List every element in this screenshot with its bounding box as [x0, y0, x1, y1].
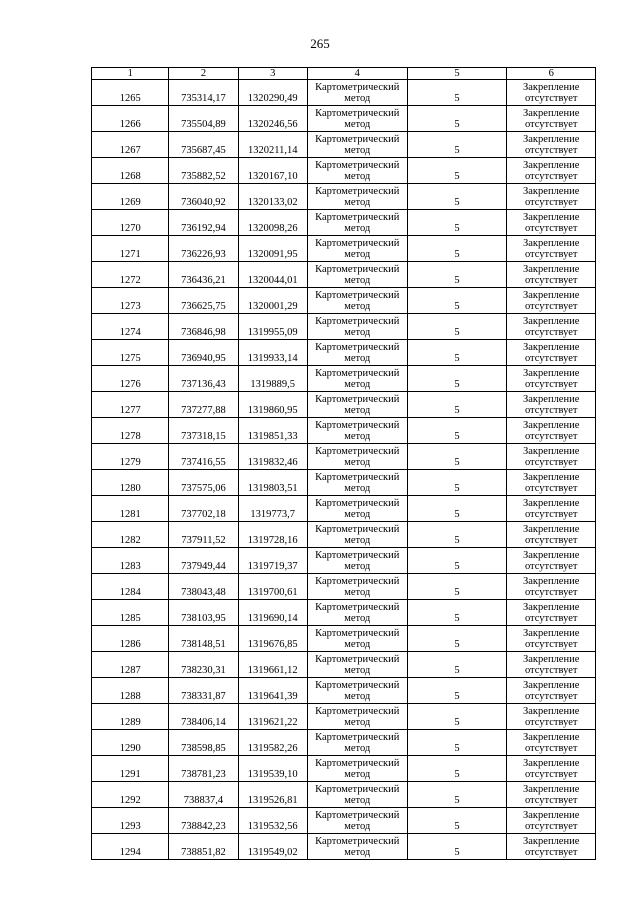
point-number-cell: 1284 [92, 574, 169, 600]
accuracy-cell: 5 [407, 626, 507, 652]
marking-cell: Закрепление отсутствует [507, 236, 596, 262]
y-coordinate-cell: 1319851,33 [238, 418, 307, 444]
point-number-cell: 1286 [92, 626, 169, 652]
y-coordinate-cell: 1319532,56 [238, 808, 307, 834]
method-cell: Картометрический метод [307, 730, 407, 756]
table-row [92, 288, 596, 314]
accuracy-cell: 5 [407, 314, 507, 340]
point-number-cell: 1285 [92, 600, 169, 626]
table-row [92, 548, 596, 574]
table-row [92, 730, 596, 756]
y-coordinate-cell: 1319933,14 [238, 340, 307, 366]
x-coordinate-cell: 736040,92 [169, 184, 238, 210]
x-coordinate-cell: 736192,94 [169, 210, 238, 236]
table-body [92, 80, 596, 860]
point-number-cell: 1276 [92, 366, 169, 392]
y-coordinate-cell: 1319832,46 [238, 444, 307, 470]
x-coordinate-cell: 736940,95 [169, 340, 238, 366]
accuracy-cell: 5 [407, 704, 507, 730]
x-coordinate-cell: 738406,14 [169, 704, 238, 730]
marking-cell: Закрепление отсутствует [507, 132, 596, 158]
accuracy-cell: 5 [407, 496, 507, 522]
x-coordinate-cell: 736436,21 [169, 262, 238, 288]
table-row [92, 418, 596, 444]
page-number: 265 [310, 36, 330, 51]
accuracy-cell: 5 [407, 340, 507, 366]
y-coordinate-cell: 1319526,81 [238, 782, 307, 808]
x-coordinate-cell: 737416,55 [169, 444, 238, 470]
y-coordinate-cell: 1319773,7 [238, 496, 307, 522]
method-cell: Картометрический метод [307, 496, 407, 522]
marking-cell: Закрепление отсутствует [507, 80, 596, 106]
marking-cell: Закрепление отсутствует [507, 834, 596, 860]
point-number-cell: 1278 [92, 418, 169, 444]
accuracy-cell: 5 [407, 132, 507, 158]
marking-cell: Закрепление отсутствует [507, 288, 596, 314]
accuracy-cell: 5 [407, 678, 507, 704]
method-cell: Картометрический метод [307, 652, 407, 678]
y-coordinate-cell: 1319549,02 [238, 834, 307, 860]
x-coordinate-cell: 737575,06 [169, 470, 238, 496]
method-cell: Картометрический метод [307, 314, 407, 340]
table-row [92, 444, 596, 470]
method-cell: Картометрический метод [307, 340, 407, 366]
method-cell: Картометрический метод [307, 626, 407, 652]
marking-cell: Закрепление отсутствует [507, 392, 596, 418]
y-coordinate-cell: 1319889,5 [238, 366, 307, 392]
method-cell: Картометрический метод [307, 834, 407, 860]
point-number-cell: 1279 [92, 444, 169, 470]
marking-cell: Закрепление отсутствует [507, 262, 596, 288]
method-cell: Картометрический метод [307, 236, 407, 262]
marking-cell: Закрепление отсутствует [507, 340, 596, 366]
y-coordinate-cell: 1319641,39 [238, 678, 307, 704]
table-row [92, 496, 596, 522]
table-row [92, 522, 596, 548]
table-row [92, 158, 596, 184]
y-coordinate-cell: 1320167,10 [238, 158, 307, 184]
accuracy-cell: 5 [407, 158, 507, 184]
method-cell: Картометрический метод [307, 392, 407, 418]
x-coordinate-cell: 738043,48 [169, 574, 238, 600]
point-number-cell: 1287 [92, 652, 169, 678]
point-number-cell: 1277 [92, 392, 169, 418]
accuracy-cell: 5 [407, 574, 507, 600]
marking-cell: Закрепление отсутствует [507, 600, 596, 626]
table-row [92, 262, 596, 288]
x-coordinate-cell: 738837,4 [169, 782, 238, 808]
marking-cell: Закрепление отсутствует [507, 210, 596, 236]
table-row [92, 652, 596, 678]
marking-cell: Закрепление отсутствует [507, 574, 596, 600]
point-number-cell: 1266 [92, 106, 169, 132]
y-coordinate-cell: 1319728,16 [238, 522, 307, 548]
method-cell: Картометрический метод [307, 782, 407, 808]
accuracy-cell: 5 [407, 106, 507, 132]
accuracy-cell: 5 [407, 262, 507, 288]
marking-cell: Закрепление отсутствует [507, 756, 596, 782]
table-row [92, 678, 596, 704]
accuracy-cell: 5 [407, 470, 507, 496]
method-cell: Картометрический метод [307, 600, 407, 626]
table-row [92, 366, 596, 392]
y-coordinate-cell: 1320246,56 [238, 106, 307, 132]
table-row [92, 704, 596, 730]
y-coordinate-cell: 1319621,22 [238, 704, 307, 730]
marking-cell: Закрепление отсутствует [507, 808, 596, 834]
column-header-4: 4 [307, 68, 407, 80]
method-cell: Картометрический метод [307, 184, 407, 210]
x-coordinate-cell: 735687,45 [169, 132, 238, 158]
point-number-cell: 1269 [92, 184, 169, 210]
marking-cell: Закрепление отсутствует [507, 314, 596, 340]
y-coordinate-cell: 1319582,26 [238, 730, 307, 756]
point-number-cell: 1292 [92, 782, 169, 808]
accuracy-cell: 5 [407, 80, 507, 106]
point-number-cell: 1272 [92, 262, 169, 288]
point-number-cell: 1267 [92, 132, 169, 158]
point-number-cell: 1290 [92, 730, 169, 756]
y-coordinate-cell: 1319803,51 [238, 470, 307, 496]
point-number-cell: 1293 [92, 808, 169, 834]
accuracy-cell: 5 [407, 236, 507, 262]
point-number-cell: 1281 [92, 496, 169, 522]
accuracy-cell: 5 [407, 730, 507, 756]
x-coordinate-cell: 737318,15 [169, 418, 238, 444]
table-header-row [92, 68, 596, 80]
x-coordinate-cell: 738103,95 [169, 600, 238, 626]
y-coordinate-cell: 1320290,49 [238, 80, 307, 106]
accuracy-cell: 5 [407, 392, 507, 418]
table-row [92, 106, 596, 132]
y-coordinate-cell: 1320044,01 [238, 262, 307, 288]
marking-cell: Закрепление отсутствует [507, 548, 596, 574]
point-number-cell: 1294 [92, 834, 169, 860]
marking-cell: Закрепление отсутствует [507, 470, 596, 496]
accuracy-cell: 5 [407, 366, 507, 392]
point-number-cell: 1291 [92, 756, 169, 782]
point-number-cell: 1265 [92, 80, 169, 106]
table-row [92, 600, 596, 626]
marking-cell: Закрепление отсутствует [507, 184, 596, 210]
y-coordinate-cell: 1319676,85 [238, 626, 307, 652]
x-coordinate-cell: 737911,52 [169, 522, 238, 548]
x-coordinate-cell: 738331,87 [169, 678, 238, 704]
point-number-cell: 1283 [92, 548, 169, 574]
point-number-cell: 1268 [92, 158, 169, 184]
accuracy-cell: 5 [407, 210, 507, 236]
accuracy-cell: 5 [407, 418, 507, 444]
accuracy-cell: 5 [407, 444, 507, 470]
method-cell: Картометрический метод [307, 548, 407, 574]
column-header-1: 1 [92, 68, 169, 80]
accuracy-cell: 5 [407, 782, 507, 808]
table-row [92, 132, 596, 158]
y-coordinate-cell: 1320098,26 [238, 210, 307, 236]
point-number-cell: 1280 [92, 470, 169, 496]
accuracy-cell: 5 [407, 834, 507, 860]
table-row [92, 236, 596, 262]
column-header-6: 6 [507, 68, 596, 80]
y-coordinate-cell: 1320211,14 [238, 132, 307, 158]
point-number-cell: 1288 [92, 678, 169, 704]
method-cell: Картометрический метод [307, 704, 407, 730]
y-coordinate-cell: 1319661,12 [238, 652, 307, 678]
x-coordinate-cell: 737702,18 [169, 496, 238, 522]
x-coordinate-cell: 736226,93 [169, 236, 238, 262]
accuracy-cell: 5 [407, 808, 507, 834]
marking-cell: Закрепление отсутствует [507, 444, 596, 470]
method-cell: Картометрический метод [307, 80, 407, 106]
method-cell: Картометрический метод [307, 418, 407, 444]
x-coordinate-cell: 735504,89 [169, 106, 238, 132]
y-coordinate-cell: 1320001,29 [238, 288, 307, 314]
marking-cell: Закрепление отсутствует [507, 106, 596, 132]
table-row [92, 782, 596, 808]
x-coordinate-cell: 735882,52 [169, 158, 238, 184]
column-header-2: 2 [169, 68, 238, 80]
method-cell: Картометрический метод [307, 106, 407, 132]
x-coordinate-cell: 737136,43 [169, 366, 238, 392]
x-coordinate-cell: 735314,17 [169, 80, 238, 106]
x-coordinate-cell: 737949,44 [169, 548, 238, 574]
x-coordinate-cell: 738781,23 [169, 756, 238, 782]
y-coordinate-cell: 1320133,02 [238, 184, 307, 210]
method-cell: Картометрический метод [307, 366, 407, 392]
point-number-cell: 1275 [92, 340, 169, 366]
table-row [92, 756, 596, 782]
table-row [92, 808, 596, 834]
accuracy-cell: 5 [407, 184, 507, 210]
point-number-cell: 1289 [92, 704, 169, 730]
x-coordinate-cell: 736625,75 [169, 288, 238, 314]
method-cell: Картометрический метод [307, 808, 407, 834]
point-number-cell: 1271 [92, 236, 169, 262]
marking-cell: Закрепление отсутствует [507, 652, 596, 678]
marking-cell: Закрепление отсутствует [507, 496, 596, 522]
method-cell: Картометрический метод [307, 574, 407, 600]
marking-cell: Закрепление отсутствует [507, 782, 596, 808]
x-coordinate-cell: 738598,85 [169, 730, 238, 756]
y-coordinate-cell: 1320091,95 [238, 236, 307, 262]
y-coordinate-cell: 1319700,61 [238, 574, 307, 600]
x-coordinate-cell: 737277,88 [169, 392, 238, 418]
table-row [92, 340, 596, 366]
point-number-cell: 1282 [92, 522, 169, 548]
point-number-cell: 1274 [92, 314, 169, 340]
table-row [92, 574, 596, 600]
table-row [92, 184, 596, 210]
table-row [92, 626, 596, 652]
method-cell: Картометрический метод [307, 470, 407, 496]
column-header-3: 3 [238, 68, 307, 80]
accuracy-cell: 5 [407, 288, 507, 314]
y-coordinate-cell: 1319860,95 [238, 392, 307, 418]
method-cell: Картометрический метод [307, 444, 407, 470]
table-row [92, 80, 596, 106]
marking-cell: Закрепление отсутствует [507, 730, 596, 756]
marking-cell: Закрепление отсутствует [507, 418, 596, 444]
coordinates-table [91, 67, 596, 860]
method-cell: Картометрический метод [307, 678, 407, 704]
marking-cell: Закрепление отсутствует [507, 522, 596, 548]
accuracy-cell: 5 [407, 652, 507, 678]
method-cell: Картометрический метод [307, 132, 407, 158]
marking-cell: Закрепление отсутствует [507, 678, 596, 704]
method-cell: Картометрический метод [307, 756, 407, 782]
method-cell: Картометрический метод [307, 158, 407, 184]
method-cell: Картометрический метод [307, 522, 407, 548]
table-row [92, 210, 596, 236]
method-cell: Картометрический метод [307, 262, 407, 288]
accuracy-cell: 5 [407, 548, 507, 574]
table-row [92, 834, 596, 860]
accuracy-cell: 5 [407, 522, 507, 548]
y-coordinate-cell: 1319539,10 [238, 756, 307, 782]
method-cell: Картометрический метод [307, 288, 407, 314]
table-row [92, 392, 596, 418]
marking-cell: Закрепление отсутствует [507, 366, 596, 392]
x-coordinate-cell: 738148,51 [169, 626, 238, 652]
accuracy-cell: 5 [407, 600, 507, 626]
x-coordinate-cell: 738851,82 [169, 834, 238, 860]
marking-cell: Закрепление отсутствует [507, 158, 596, 184]
column-header-5: 5 [407, 68, 507, 80]
method-cell: Картометрический метод [307, 210, 407, 236]
x-coordinate-cell: 738230,31 [169, 652, 238, 678]
table-row [92, 470, 596, 496]
y-coordinate-cell: 1319690,14 [238, 600, 307, 626]
point-number-cell: 1270 [92, 210, 169, 236]
marking-cell: Закрепление отсутствует [507, 626, 596, 652]
marking-cell: Закрепление отсутствует [507, 704, 596, 730]
y-coordinate-cell: 1319719,37 [238, 548, 307, 574]
x-coordinate-cell: 738842,23 [169, 808, 238, 834]
y-coordinate-cell: 1319955,09 [238, 314, 307, 340]
table-row [92, 314, 596, 340]
point-number-cell: 1273 [92, 288, 169, 314]
x-coordinate-cell: 736846,98 [169, 314, 238, 340]
accuracy-cell: 5 [407, 756, 507, 782]
